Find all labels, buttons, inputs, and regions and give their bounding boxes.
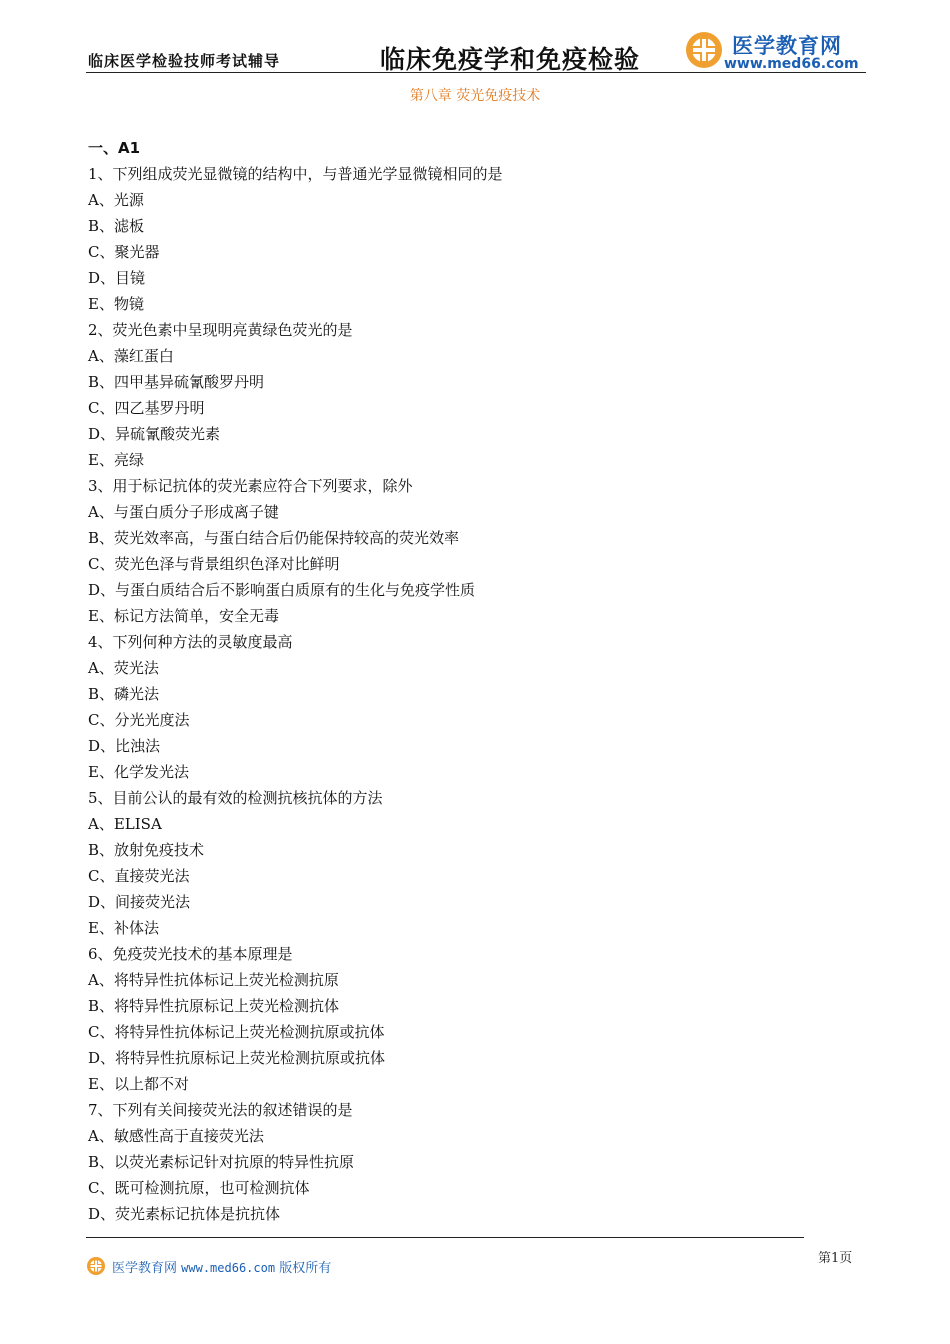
answer-option: E、亮绿 bbox=[88, 451, 144, 469]
answer-option: A、ELISA bbox=[88, 815, 162, 833]
question-stem: 3、用于标记抗体的荧光素应符合下列要求，除外 bbox=[88, 477, 413, 495]
answer-option: B、以荧光素标记针对抗原的特异性抗原 bbox=[88, 1153, 355, 1171]
answer-option: D、间接荧光法 bbox=[88, 893, 191, 911]
answer-option: B、将特异性抗原标记上荧光检测抗体 bbox=[88, 997, 340, 1015]
answer-option: A、敏感性高于直接荧光法 bbox=[88, 1127, 264, 1145]
answer-option: D、异硫氰酸荧光素 bbox=[88, 425, 221, 443]
answer-option: B、磷光法 bbox=[88, 685, 160, 703]
answer-option: C、聚光器 bbox=[88, 243, 160, 261]
footer-text bbox=[112, 1257, 331, 1276]
answer-option: E、化学发光法 bbox=[88, 763, 189, 781]
answer-option: C、直接荧光法 bbox=[88, 867, 190, 885]
section-heading: 一、A1 bbox=[88, 139, 141, 157]
answer-option: A、荧光法 bbox=[88, 659, 159, 677]
footer-logo-icon bbox=[86, 1256, 106, 1276]
header-title: 临床免疫学和免疫检验 bbox=[380, 45, 641, 74]
page-number: 第1页 bbox=[818, 1251, 853, 1266]
footer-brand: 医学教育网 bbox=[112, 1261, 178, 1276]
footer-rule bbox=[86, 1237, 804, 1238]
answer-option: A、光源 bbox=[88, 191, 144, 209]
answer-option: E、物镜 bbox=[88, 295, 144, 313]
question-stem: 2、荧光色素中呈现明亮黄绿色荧光的是 bbox=[88, 321, 353, 339]
answer-option: B、滤板 bbox=[88, 217, 145, 235]
question-stem: 7、下列有关间接荧光法的叙述错误的是 bbox=[88, 1101, 353, 1119]
answer-option: D、与蛋白质结合后不影响蛋白质原有的生化与免疫学性质 bbox=[88, 581, 476, 599]
answer-option: D、荧光素标记抗体是抗抗体 bbox=[88, 1205, 281, 1223]
answer-option: A、将特异性抗体标记上荧光检测抗原 bbox=[88, 971, 339, 989]
answer-option: D、将特异性抗原标记上荧光检测抗原或抗体 bbox=[88, 1049, 386, 1067]
answer-option: D、目镜 bbox=[88, 269, 146, 287]
answer-option: E、以上都不对 bbox=[88, 1075, 189, 1093]
question-stem: 5、目前公认的最有效的检测抗核抗体的方法 bbox=[88, 789, 383, 807]
answer-option: B、放射免疫技术 bbox=[88, 841, 205, 859]
answer-option: E、补体法 bbox=[88, 919, 159, 937]
question-list bbox=[88, 161, 848, 1227]
answer-option: D、比浊法 bbox=[88, 737, 161, 755]
answer-option: C、四乙基罗丹明 bbox=[88, 399, 205, 417]
footer-rights: 版权所有 bbox=[279, 1261, 332, 1276]
answer-option: B、荧光效率高，与蛋白结合后仍能保持较高的荧光效率 bbox=[88, 529, 460, 547]
question-stem: 4、下列何种方法的灵敏度最高 bbox=[88, 633, 293, 651]
document-content bbox=[88, 135, 848, 1227]
answer-option: C、将特异性抗体标记上荧光检测抗原或抗体 bbox=[88, 1023, 385, 1041]
logo-url[interactable]: www.med66.com bbox=[724, 56, 859, 72]
answer-option: E、标记方法简单，安全无毒 bbox=[88, 607, 279, 625]
site-logo[interactable] bbox=[684, 28, 864, 74]
footer-url[interactable]: www.med66.com bbox=[181, 1261, 276, 1275]
logo-name: 医学教育网 bbox=[732, 34, 842, 58]
logo-cross-icon bbox=[684, 30, 724, 70]
answer-option: A、与蛋白质分子形成离子键 bbox=[88, 503, 279, 521]
header-left-text: 临床医学检验技师考试辅导 bbox=[88, 52, 281, 70]
question-stem: 1、下列组成荧光显微镜的结构中，与普通光学显微镜相同的是 bbox=[88, 165, 503, 183]
answer-option: C、既可检测抗原，也可检测抗体 bbox=[88, 1179, 310, 1197]
chapter-title: 第八章 荧光免疫技术 bbox=[409, 88, 541, 104]
answer-option: A、藻红蛋白 bbox=[88, 347, 174, 365]
question-stem: 6、免疫荧光技术的基本原理是 bbox=[88, 945, 293, 963]
answer-option: B、四甲基异硫氰酸罗丹明 bbox=[88, 373, 265, 391]
answer-option: C、荧光色泽与背景组织色泽对比鲜明 bbox=[88, 555, 340, 573]
answer-option: C、分光光度法 bbox=[88, 711, 190, 729]
